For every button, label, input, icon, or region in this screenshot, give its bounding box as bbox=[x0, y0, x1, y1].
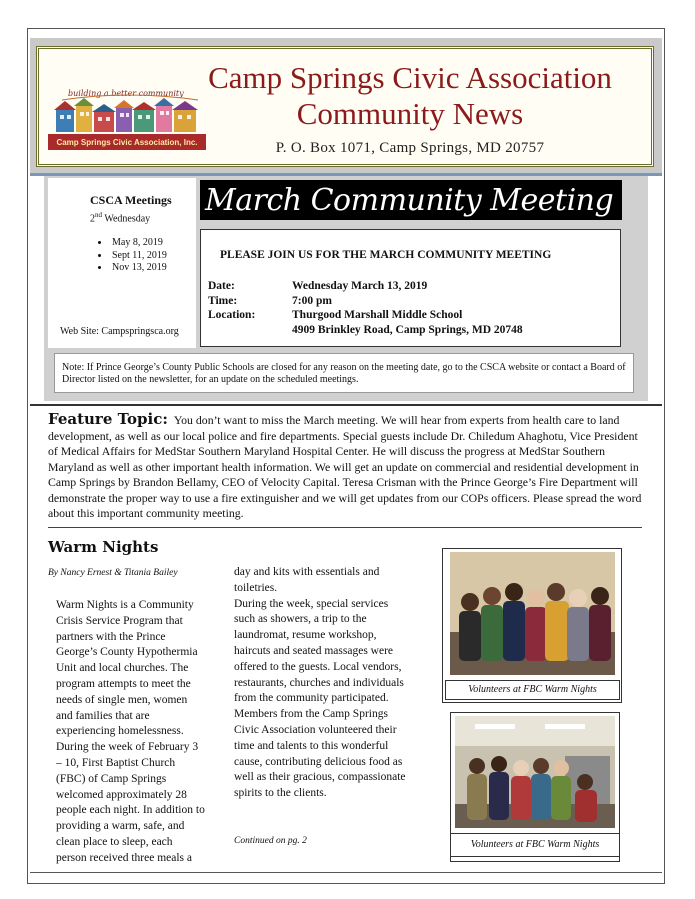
meeting-dates-list bbox=[92, 237, 167, 275]
feature-text: You don’t want to miss the March meeting. We will hear from experts from health care to land development, as well as our local police and fire departments. Special guests include Dr. Chiledum Ahaghotu, Vice President of Medical Affairs for MedStar Southern Maryland Hospital Center. He will discuss the progress at MedStar Southern Maryland as well as other important health information. We will get an update on commercial and residential development in Camp Springs by Brandon Bellamy, CEO of Velocity Capital. Teresa Crisman with the Prince George’s Fire Department will demonstrate the proper way to use a fire extinguisher and we will get updates from our COPs officers. Please spread the word about this important community meeting. bbox=[48, 413, 642, 520]
photo-caption: Volunteers at FBC Warm Nights bbox=[450, 833, 620, 857]
article-paragraph: day and kits with essentials and toiletries. bbox=[234, 566, 380, 594]
sidebar-schedule: 2nd Wednesday bbox=[90, 211, 151, 225]
feature-label: Feature Topic: bbox=[48, 410, 168, 428]
article-byline: By Nancy Ernest & Titania Bailey bbox=[48, 568, 178, 578]
photo-caption: Volunteers at FBC Warm Nights bbox=[445, 680, 620, 700]
volunteers-photo-1 bbox=[450, 552, 615, 675]
feature-divider bbox=[48, 527, 642, 528]
volunteers-photo-2 bbox=[455, 716, 615, 828]
article-column-2 bbox=[234, 565, 408, 802]
meeting-date-item: • Nov 13, 2019 bbox=[110, 262, 167, 275]
time-label: Time: bbox=[208, 295, 238, 307]
closure-note: Note: If Prince George’s County Public Schools are closed for any reason on the meeting date, go to the CSCA website or contact a Board of Director listed on the newsletter, for an update on the scheduled meetings. bbox=[62, 362, 626, 385]
meeting-invitation: PLEASE JOIN US FOR THE MARCH COMMUNITY MEETING bbox=[220, 249, 552, 261]
meeting-date-item: • May 8, 2019 bbox=[110, 237, 167, 250]
article-column-1: Warm Nights is a Community Crisis Service Program that partners with the Prince George’s County Hypothermia Unit and local churches. The program attempts to meet the needs of single men, women and families that are experiencing homelessness. During the week of February 3 – 10, First Baptist Church (FBC) of Camp Springs welcomed approximately 28 people each night. In addition to providing a warm, safe, and clean place to sleep, each person received three meals a bbox=[56, 599, 205, 864]
feature-topic bbox=[48, 412, 642, 522]
sidebar-heading: CSCA Meetings bbox=[90, 193, 172, 207]
article-title: Warm Nights bbox=[48, 538, 159, 556]
meeting-title: March Community Meeting bbox=[205, 183, 614, 218]
meeting-date-item: • Sept 11, 2019 bbox=[110, 250, 167, 263]
masthead-subtitle: Community News bbox=[296, 96, 524, 131]
date-value: Wednesday March 13, 2019 bbox=[292, 280, 428, 292]
masthead-address: P. O. Box 1071, Camp Springs, MD 20757 bbox=[275, 140, 545, 156]
logo-tagline: building a better community bbox=[68, 89, 184, 98]
footer-divider bbox=[30, 872, 662, 873]
article-paragraph: During the week, special services such as showers, a trip to the laundromat, resume workshop, haircuts and seated massages were offered to the guests. Local vendors, restaurants, churches and individuals from the community participated. Members from the Camp Springs Civic Association volunteered their time and talents to this wonderful cause, contributing delicious food as well as their gracious, compassionate spirits to the clients. bbox=[234, 597, 406, 800]
logo-banner-text: Camp Springs Civic Association, Inc. bbox=[56, 138, 198, 147]
website-link[interactable]: Web Site: Campspringsca.org bbox=[60, 326, 179, 337]
date-label: Date: bbox=[208, 280, 235, 292]
section-divider bbox=[30, 404, 662, 406]
location-address: 4909 Brinkley Road, Camp Springs, MD 20748 bbox=[292, 324, 523, 336]
location-label: Location: bbox=[208, 309, 256, 321]
continued-note: Continued on pg. 2 bbox=[234, 836, 307, 846]
masthead-title: Camp Springs Civic Association bbox=[208, 60, 612, 95]
location-name: Thurgood Marshall Middle School bbox=[292, 309, 463, 321]
time-value: 7:00 pm bbox=[292, 295, 332, 307]
